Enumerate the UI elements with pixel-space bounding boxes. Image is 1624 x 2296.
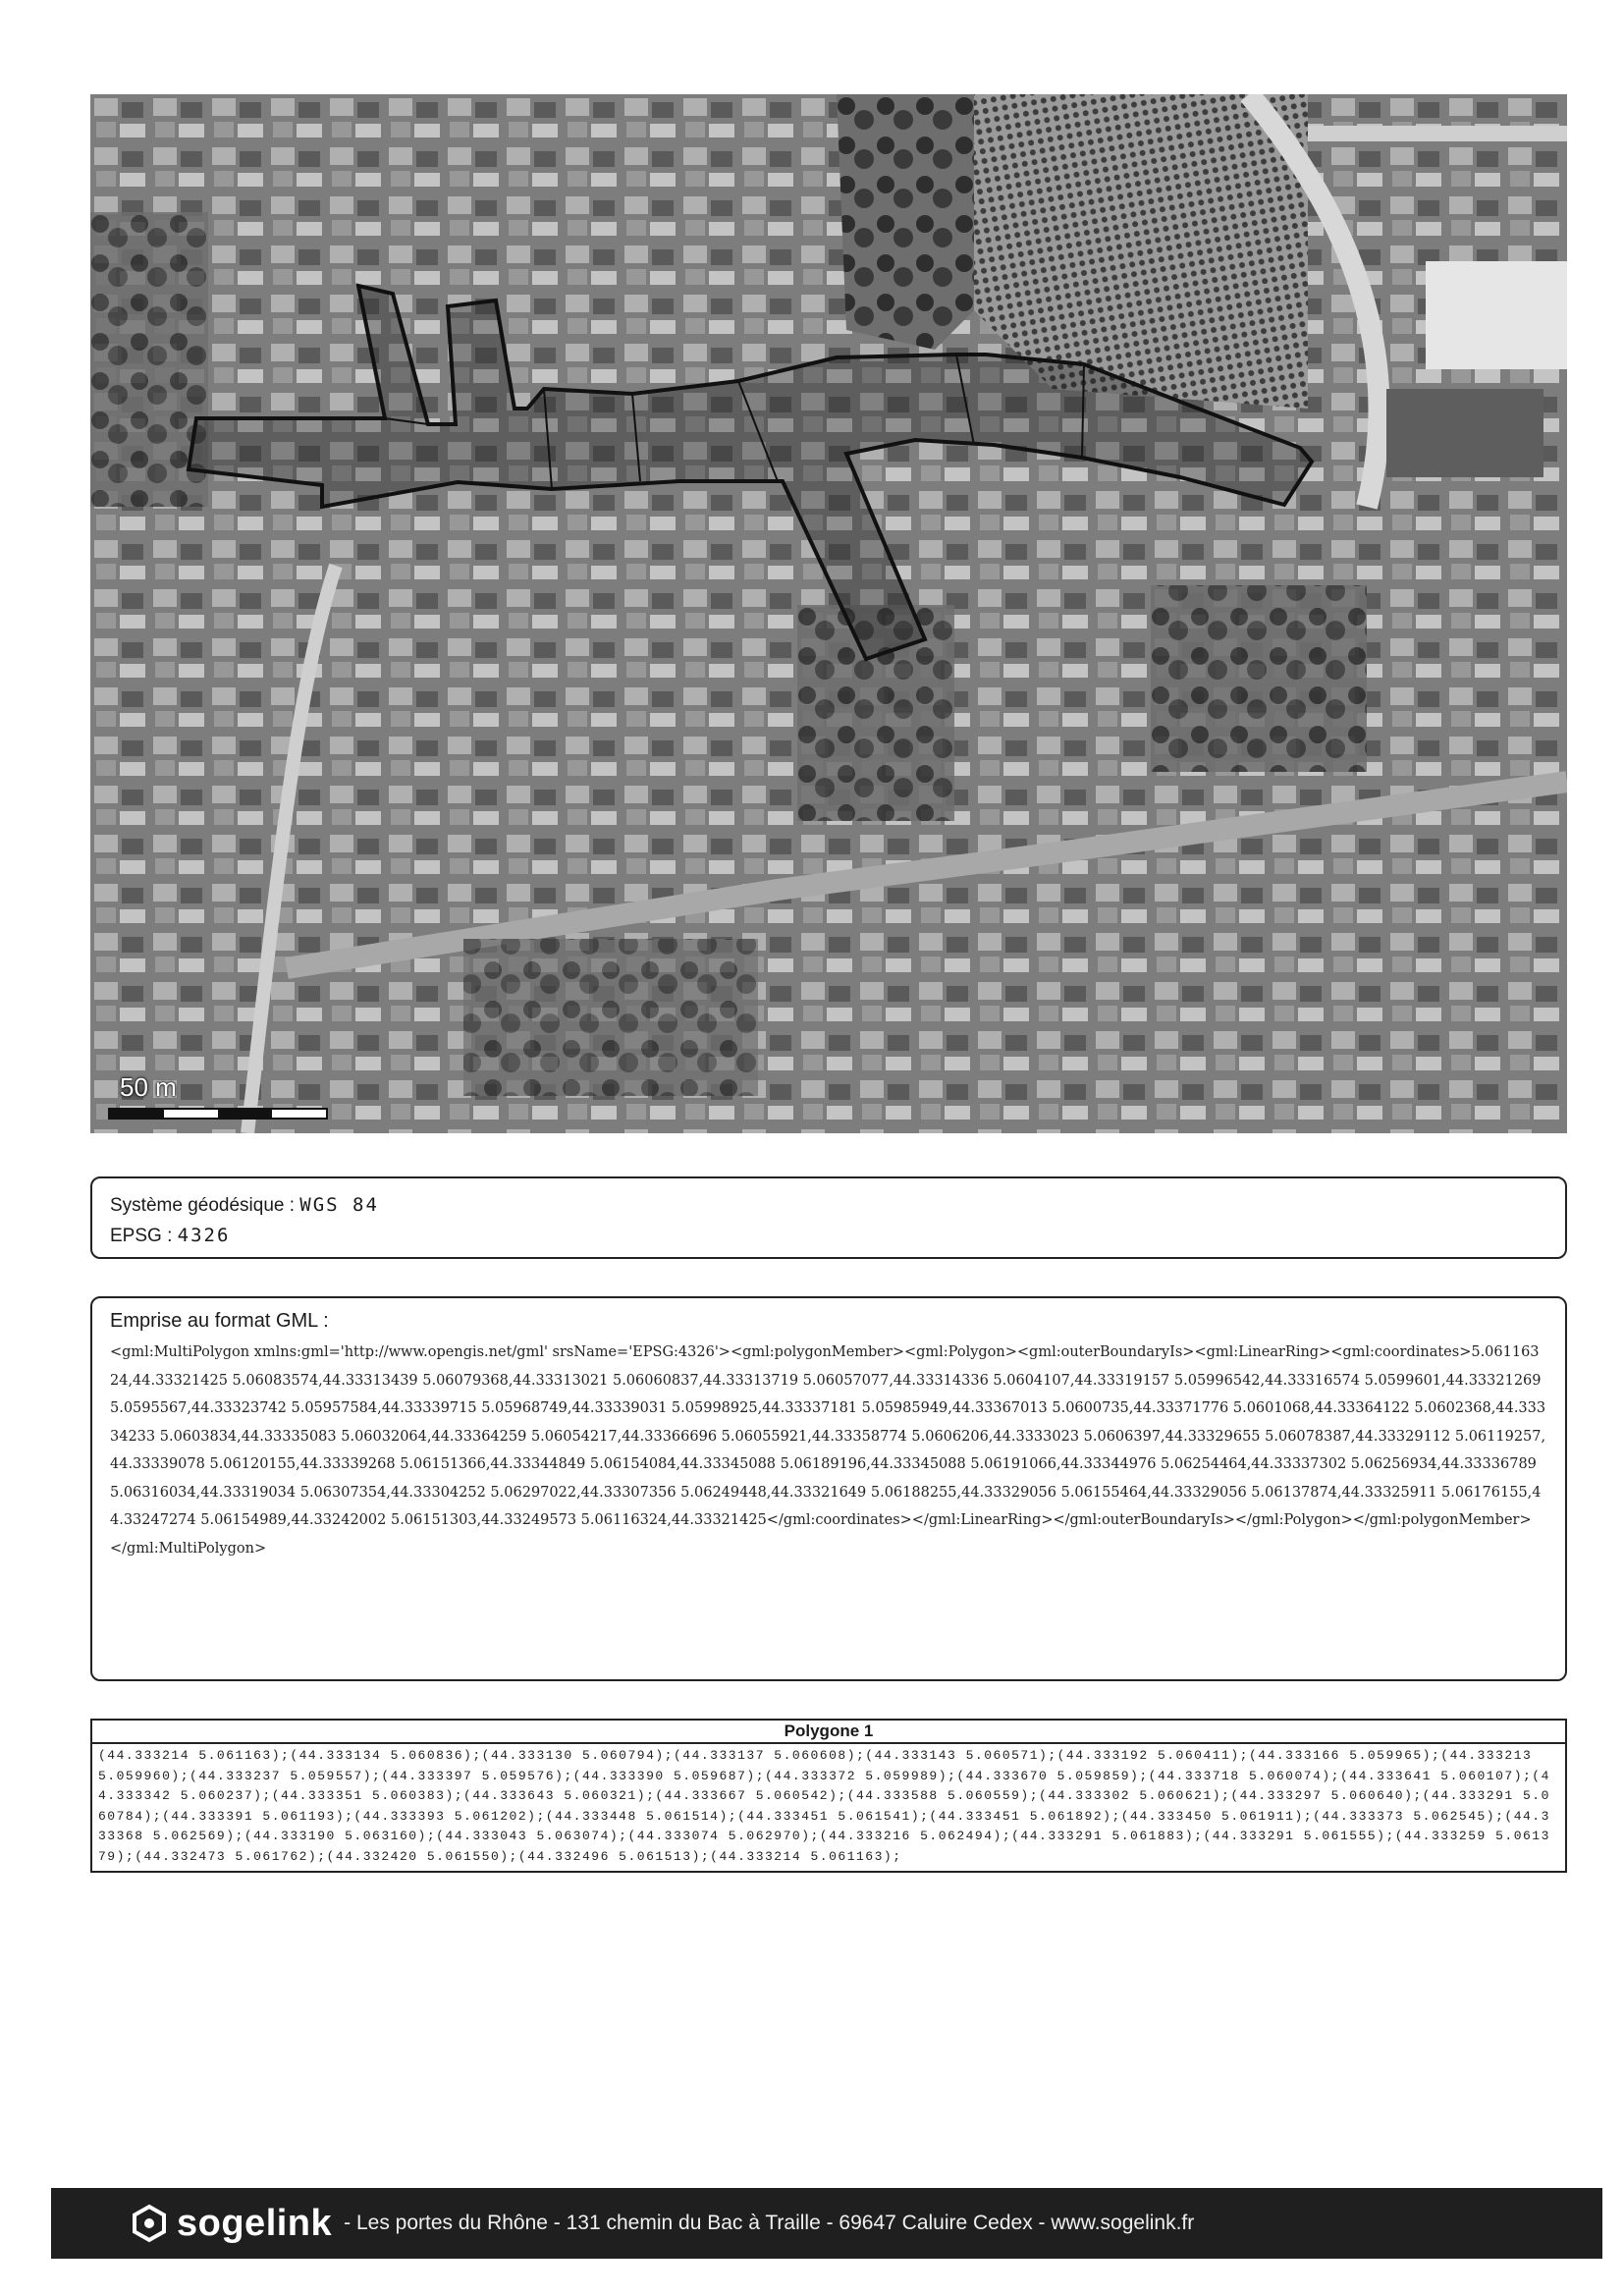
sogelink-logo[interactable] [130,2203,332,2245]
tree-cluster [463,939,758,1096]
polygon-title: Polygone 1 [92,1721,1565,1744]
aerial-map[interactable] [90,94,1567,1133]
geodetic-system-value: WGS 84 [299,1194,379,1216]
polygon-table [90,1719,1567,1873]
scale-label: 50 m [120,1072,177,1102]
footer [51,2188,1602,2259]
orchard [837,94,974,350]
geodetic-system-row [110,1190,1547,1221]
geodetic-info-box [90,1176,1567,1259]
epsg-value: 4326 [177,1225,231,1246]
scale-bar [108,1108,328,1120]
geodetic-system-label: Système géodésique : [110,1195,296,1216]
gml-box [90,1296,1567,1681]
footer-address: - Les portes du Rhône - 131 chemin du Bac à Traille - 69647 Caluire Cedex - www.sogelink.fr [344,2212,1195,2234]
sogelink-logo-text: sogelink [177,2202,333,2244]
epsg-label: EPSG : [110,1226,173,1246]
map-imagery [90,94,1567,1133]
gml-code: <gml:MultiPolygon xmlns:gml='http://www.opengis.net/gml' srsName='EPSG:4326'><gml:polygonMember><gml:Polygon><gml:outerBoundaryIs><gml:LinearRing><gml:coordinates>5.06116324,44.33321425 5.06083574,44.33313439 5.06079368,44.33313021 5.06060837,44.33313719 5.06057077,44.33314336 5.0604107,44.33319157 5.05996542,44.33316574 5.0599601,44.33321269 5.0595567,44.33323742 5.05957584,44.33339715 5.05968749,44.33339031 5.05998925,44.33337181 5.05985949,44.33367013 5.0600735,44.33371776 5.0601068,44.33364122 5.0602368,44.33334233 5.0603834,44.33335083 5.06032064,44.33364259 5.06054217,44.33366696 5.06055921,44.33358774 5.0606206,44.3333023 5.0606397,44.33329655 5.06078387,44.33329112 5.06119257,44.33339078 5.06120155,44.33339268 5.06151366,44.33344849 5.06154084,44.33345088 5.06189196,44.33345088 5.06191066,44.33344976 5.06254464,44.33337302 5.06256934,44.33336789 5.06316034,44.33319034 5.06307354,44.33304252 5.06297022,44.33307356 5.06249448,44.33321649 5.06188255,44.33329056 5.06155464,44.33329056 5.06137874,44.33325911 5.06176155,44.33247274 5.06154989,44.33242002 5.06151303,44.33249573 5.06116324,44.33321425</gml:coordinates></gml:LinearRing></gml:outerBoundaryIs></gml:Polygon></gml:polygonMember></gml:MultiPolygon> [110,1344,1546,1557]
polygon-coordinates: (44.333214 5.061163);(44.333134 5.060836);(44.333130 5.060794);(44.333137 5.060608);(44.333143 5.060571);(44.333192 5.060411);(44.333166 5.059965);(44.333213 5.059960);(44.333237 5.059557);(44.333397 5.059576);(44.333390 5.059687);(44.333372 5.059989);(44.333670 5.059859);(44.333718 5.060074);(44.333641 5.060107);(44.333342 5.060237);(44.333351 5.060383);(44.333643 5.060321);(44.333667 5.060542);(44.333588 5.060559);(44.333302 5.060621);(44.333297 5.060640);(44.333291 5.060784);(44.333391 5.061193);(44.333393 5.061202);(44.333448 5.061514);(44.333451 5.061541);(44.333451 5.061892);(44.333450 5.061911);(44.333373 5.062545);(44.333368 5.062569);(44.333190 5.063160);(44.333043 5.063074);(44.333074 5.062970);(44.333216 5.062494);(44.333291 5.061883);(44.333291 5.061555);(44.333259 5.061379);(44.332473 5.061762);(44.332420 5.061550);(44.332496 5.061513);(44.333214 5.061163); [98,1748,1550,1864]
epsg-row [110,1221,1547,1251]
parking-lot [1426,261,1567,369]
sogelink-logo-icon [130,2204,169,2243]
field-right [1386,389,1543,477]
gml-title: Emprise au format GML : [110,1310,329,1332]
tree-cluster [1151,585,1367,772]
